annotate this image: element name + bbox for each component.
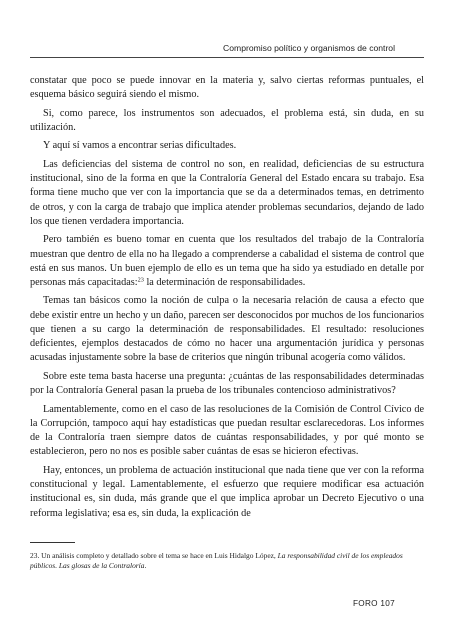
page-number: FORO 107 (353, 599, 395, 608)
footnote-end: . (144, 561, 147, 571)
footnote-text: 23. Un análisis completo y detallado sobre el tema se hace en Luis Hidalgo López, (30, 551, 278, 560)
running-header: Compromiso político y organismos de control (223, 43, 395, 53)
footnote-ref: 23 (137, 276, 144, 284)
footnote-rule (30, 542, 75, 543)
paragraph-text: Pero también es bueno tomar en cuenta que los resultados del trabajo de la Contraloría muestran que dentro de ella no ha llegado a comprenderse a cabalidad el sistema de control que está en sus manos. Un buen ejemplo de ello es un tema que ha sido ya estudiado en detalle por personas más capacitadas: (30, 234, 424, 288)
paragraph: Sobre este tema basta hacerse una pregunta: ¿cuántas de las responsabilidades determinadas por la Contraloría General pasan la prueba de los tribunales contencioso administrativos? (30, 370, 424, 397)
paragraph (30, 233, 424, 290)
footnote-book-title: La responsabilidad civil de los empleados públicos. Las glosas de la Contraloría (30, 551, 403, 571)
paragraph: Las deficiencias del sistema de control no son, en realidad, deficiencias de su estructura institucional, sino de la forma en que la Contraloría General del Estado encara su trabajo. Esa forma tiene mucho que ver con la importancia que se da a determinados temas, en detrimento de otros, y con la carga de trabajo que implica atender problemas secundarios, dejando de lado los que tienen verdadera importancia. (30, 158, 424, 227)
paragraph: Hay, entonces, un problema de actuación institucional que nada tiene que ver con la reforma constitucional y legal. Lamentablemente, el esfuerzo que requiere modificar esa actuación institucional es, sin duda, más grande que el que implica aprobar un Decreto Ejecutivo o una reforma legislativa; esa es, sin duda, la explicación de (30, 464, 424, 519)
paragraph: Temas tan básicos como la noción de culpa o la necesaria relación de causa a efecto que debe existir entre un hecho y un daño, parecen ser desconocidos por muchos de los funcionarios que tienen a su cargo la determinación de responsabilidades. El resultado: resoluciones deficientes, ejemplos destacados de cómo no hacer una argumentación jurídica y personas acusadas injustamente sobre la base de criterios que ningún tribunal acogería como válidos. (30, 295, 424, 364)
paragraph: Lamentablemente, como en el caso de las resoluciones de la Comisión de Control Cívico de la Corrupción, tampoco aquí hay estadísticas que puedan resultar esclarecedoras. Los informes de la Contraloría traen siempre datos de cuántas responsabilidades, y por qué monto se establecieron, pero no nos es posible saber cuántas de esas se hicieron efectivas. (30, 403, 424, 458)
header-rule (30, 57, 424, 58)
body-text (30, 74, 424, 525)
paragraph-continued: constatar que poco se puede innovar en la materia y, salvo ciertas reformas puntuales, el esquema básico seguirá siendo el mismo. (30, 75, 424, 101)
paragraph-text: la determinación de responsabilidades. (143, 277, 306, 288)
paragraph: Si, como parece, los instrumentos son adecuados, el problema está, sin duda, en su utilización. (30, 107, 424, 133)
footnote (30, 551, 424, 572)
paragraph: Y aquí sí vamos a encontrar serias dificultades. (43, 140, 237, 152)
